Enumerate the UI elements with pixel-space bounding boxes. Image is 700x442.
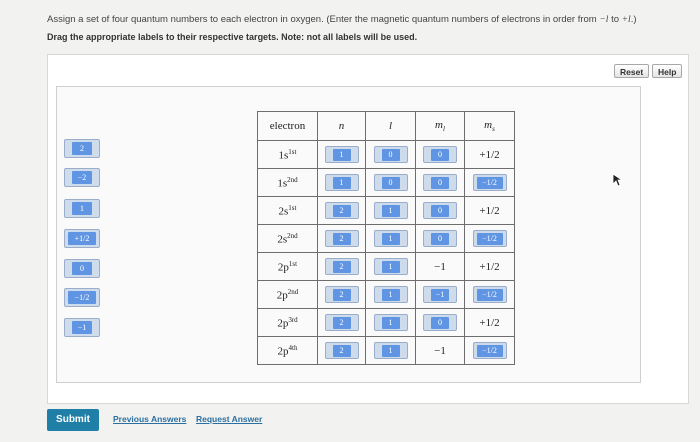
electron-cell: $2p^{2nd}$ <box>258 281 318 309</box>
help-button[interactable]: Help <box>652 64 682 78</box>
electron-cell: $2s^{1st}$ <box>258 197 318 225</box>
table-row <box>258 141 515 169</box>
l-target[interactable]: 1 <box>366 197 416 225</box>
table-row <box>258 225 515 253</box>
ms-target[interactable]: −1/2 <box>465 169 515 197</box>
table-row <box>258 169 515 197</box>
previous-answers-link[interactable]: Previous Answers <box>113 414 187 424</box>
table-row <box>258 253 515 281</box>
range-from: −l <box>599 15 609 25</box>
label-minus-half[interactable]: −1/2 <box>64 288 100 307</box>
table-row <box>258 337 515 365</box>
electron-cell: $2p^{1st}$ <box>258 253 318 281</box>
ml-target[interactable]: 0 <box>416 197 465 225</box>
ms-value: +1/2 <box>465 309 515 337</box>
l-target[interactable]: 1 <box>366 309 416 337</box>
n-target[interactable]: 1 <box>318 141 366 169</box>
ms-value: +1/2 <box>465 141 515 169</box>
label-minus-1[interactable]: −1 <box>64 318 100 337</box>
ml-target[interactable]: −1 <box>416 281 465 309</box>
ms-target[interactable]: −1/2 <box>465 225 515 253</box>
n-target[interactable]: 2 <box>318 225 366 253</box>
header-ml: $m_l$ <box>416 112 465 141</box>
ms-target[interactable]: −1/2 <box>465 337 515 365</box>
l-target[interactable]: 1 <box>366 225 416 253</box>
quantum-number-table <box>257 111 515 365</box>
ml-target[interactable]: 0 <box>416 225 465 253</box>
header-l: l <box>366 112 416 141</box>
ml-value: −1 <box>416 253 465 281</box>
ml-value: −1 <box>416 337 465 365</box>
l-target[interactable]: 1 <box>366 337 416 365</box>
electron-cell: $2s^{2nd}$ <box>258 225 318 253</box>
instructions-line-1: Assign a set of four quantum numbers to each electron in oxygen. (Enter the magnetic quantum numbers of electrons in order from −l to +l.) <box>47 14 637 25</box>
n-target[interactable]: 1 <box>318 169 366 197</box>
header-electron: electron <box>258 112 318 141</box>
electron-cell: $1s^{1st}$ <box>258 141 318 169</box>
ml-target[interactable]: 0 <box>416 169 465 197</box>
n-target[interactable]: 2 <box>318 253 366 281</box>
label-1[interactable]: 1 <box>64 199 100 218</box>
l-target[interactable]: 0 <box>366 141 416 169</box>
electron-cell: $2p^{4th}$ <box>258 337 318 365</box>
header-n: n <box>318 112 366 141</box>
n-target[interactable]: 2 <box>318 309 366 337</box>
request-answer-link[interactable]: Request Answer <box>196 414 263 424</box>
table-row <box>258 309 515 337</box>
label-minus-2[interactable]: −2 <box>64 168 100 187</box>
ml-target[interactable]: 0 <box>416 309 465 337</box>
n-target[interactable]: 2 <box>318 337 366 365</box>
n-target[interactable]: 2 <box>318 281 366 309</box>
mouse-pointer-icon <box>612 173 624 187</box>
electron-cell: $1s^{2nd}$ <box>258 169 318 197</box>
label-plus-half[interactable]: +1/2 <box>64 229 100 248</box>
reset-button[interactable]: Reset <box>614 64 649 78</box>
label-2[interactable]: 2 <box>64 139 100 158</box>
table-row <box>258 197 515 225</box>
table-header-row <box>258 112 515 141</box>
header-ms: $m_s$ <box>465 112 515 141</box>
ms-value: +1/2 <box>465 197 515 225</box>
ms-target[interactable]: −1/2 <box>465 281 515 309</box>
l-target[interactable]: 0 <box>366 169 416 197</box>
ms-value: +1/2 <box>465 253 515 281</box>
label-0[interactable]: 0 <box>64 259 100 278</box>
l-target[interactable]: 1 <box>366 253 416 281</box>
table-row <box>258 281 515 309</box>
range-to: +l <box>621 15 631 25</box>
n-target[interactable]: 2 <box>318 197 366 225</box>
electron-cell: $2p^{3rd}$ <box>258 309 318 337</box>
submit-button[interactable]: Submit <box>47 409 99 431</box>
ml-target[interactable]: 0 <box>416 141 465 169</box>
instructions-line-2: Drag the appropriate labels to their respective targets. Note: not all labels will be used. <box>47 32 418 42</box>
l-target[interactable]: 1 <box>366 281 416 309</box>
